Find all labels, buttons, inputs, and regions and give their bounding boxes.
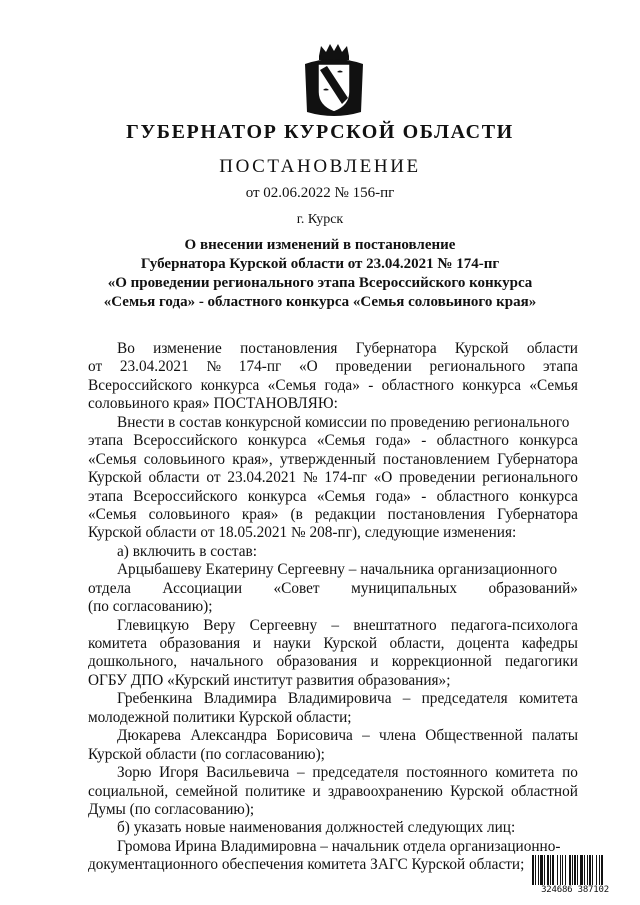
body-word: –	[297, 764, 305, 782]
body-line: Думы (по согласованию);	[88, 800, 255, 818]
barcode-bar	[592, 855, 593, 885]
body-word: образований»	[488, 579, 578, 597]
body-word: областной	[510, 782, 578, 800]
body-line: молодежной политики Курской области;	[88, 708, 352, 726]
body-word: края»,	[232, 450, 273, 468]
barcode-bar	[565, 855, 566, 885]
body-word: председателя	[421, 690, 508, 708]
body-word: этапа	[542, 358, 578, 376]
body-word: «Семья	[316, 432, 366, 450]
document-body	[88, 340, 578, 875]
body-word: Владимировича	[287, 690, 392, 708]
body-word: Губернатора	[497, 450, 578, 468]
barcode-bar	[574, 855, 576, 885]
title-line: «Семья года» - областного конкурса «Семья соловьиного края»	[103, 294, 537, 310]
body-word: Курской	[323, 635, 378, 652]
body-word: постановления	[240, 340, 338, 357]
body-word: по	[562, 764, 578, 782]
body-word: –	[362, 727, 370, 745]
body-word: доцента	[456, 635, 510, 652]
body-word: Борисовича	[276, 727, 353, 745]
body-word: -	[421, 487, 427, 505]
body-line	[88, 690, 578, 708]
body-word: «Семья	[529, 376, 578, 394]
body-word: областного	[381, 376, 454, 394]
body-word: утвержденный	[279, 450, 376, 468]
body-line	[88, 451, 578, 469]
body-word: семейной	[175, 782, 238, 800]
body-word: конкурса	[247, 487, 307, 505]
body-word: регионального	[482, 469, 578, 487]
barcode-number: 324686 387102	[541, 885, 609, 895]
barcode-bar	[550, 855, 551, 885]
barcode-bar	[547, 855, 549, 885]
barcode-bar	[572, 855, 573, 885]
body-line	[88, 764, 578, 782]
body-word: области,	[389, 635, 445, 652]
body-word: коррекционной	[391, 653, 492, 671]
body-word: области	[148, 469, 200, 487]
body-word: года»	[375, 487, 411, 505]
barcode-bar	[532, 855, 534, 885]
body-word: изменение	[153, 340, 222, 357]
barcode-bar	[596, 855, 597, 885]
body-line: Внести в состав конкурсной комиссии по проведению регионального	[117, 413, 570, 431]
body-word: Общественной	[425, 727, 523, 745]
body-word: Губернатора	[497, 505, 578, 523]
body-line	[88, 635, 578, 653]
body-word: соловьиного	[148, 505, 230, 523]
body-word: от	[206, 469, 221, 487]
body-word: Всероссийского	[133, 487, 238, 505]
barcode-bar	[599, 855, 600, 885]
body-word: «Семья	[267, 376, 317, 394]
body-word: комитета	[518, 690, 578, 708]
body-word: комитета	[495, 764, 555, 782]
body-word: «О	[299, 358, 318, 376]
barcode-bar	[584, 855, 585, 885]
body-line	[88, 432, 578, 450]
body-word: этапа	[88, 487, 124, 505]
body-word: внештатного	[353, 616, 437, 634]
issuing-authority: ГУБЕРНАТОР КУРСКОЙ ОБЛАСТИ	[126, 121, 514, 143]
body-word: Ассоциации	[162, 579, 243, 597]
body-word: областного	[436, 487, 509, 505]
body-word: и	[252, 635, 261, 652]
body-word: Дюкарева	[117, 727, 182, 745]
body-word: председателя	[312, 764, 399, 782]
body-word: от	[88, 358, 103, 376]
body-word: Сергеевну	[249, 616, 318, 634]
body-word: области	[526, 340, 578, 357]
body-word: Гребенкина	[117, 690, 193, 708]
body-word: Васильевича	[206, 764, 290, 782]
barcode-bars	[532, 855, 618, 885]
body-line	[88, 506, 578, 524]
body-word: 23.04.2021	[119, 358, 189, 376]
barcode-bar	[587, 855, 588, 885]
title-line: О внесении изменений в постановление	[184, 237, 456, 253]
body-word: палаты	[531, 727, 578, 745]
body-word: этапа	[88, 432, 124, 450]
body-word: 174-пг	[324, 469, 367, 487]
body-word: Всероссийского	[88, 376, 193, 394]
body-word: педагогики	[504, 653, 578, 671]
body-word: регионального	[429, 358, 526, 376]
body-word: областного	[436, 432, 509, 450]
body-word: «Семья	[88, 450, 137, 468]
body-word: проведении	[335, 358, 412, 376]
body-word: Глевицкую	[117, 616, 190, 634]
body-word: «Семья	[88, 505, 137, 523]
barcode-bar	[557, 855, 558, 885]
body-line	[88, 617, 578, 635]
body-line	[88, 488, 578, 506]
document-title	[60, 236, 580, 312]
barcode-bar	[569, 855, 571, 885]
body-word: Курской	[450, 782, 504, 800]
body-word: политике	[245, 782, 306, 800]
body-word: -	[368, 376, 374, 394]
body-line	[88, 783, 578, 801]
body-word: образования	[159, 635, 241, 652]
body-word: Зорю	[117, 764, 152, 782]
body-word: края»	[241, 505, 279, 523]
body-word: «Совет	[273, 579, 320, 597]
body-word: и	[312, 782, 321, 800]
body-word: конкурса	[462, 376, 522, 394]
body-line: (по согласованию);	[88, 598, 213, 616]
body-word: члена	[378, 727, 417, 745]
barcode-bar	[580, 855, 583, 885]
body-line: Курской области (по согласованию);	[88, 745, 325, 763]
body-word: года»	[324, 376, 360, 394]
body-word: конкурса	[519, 432, 578, 450]
body-word: (в	[290, 505, 303, 523]
body-word: комитета	[88, 635, 148, 652]
body-line: ОГБУ ДПО «Курский институт развития образования»;	[88, 671, 451, 689]
body-word: 174-пг	[238, 358, 282, 376]
body-line	[88, 727, 578, 745]
body-word: конкурса	[200, 376, 260, 394]
body-line: Курской области от 18.05.2021 № 208-пг), следующие изменения:	[88, 524, 517, 542]
barcode-bar	[535, 855, 536, 885]
title-line: Губернатора Курской области от 23.04.2021 № 174-пг	[140, 256, 500, 272]
body-line	[88, 653, 578, 671]
body-line	[88, 358, 578, 376]
barcode-bar	[577, 855, 578, 885]
body-word: Владимира	[203, 690, 277, 708]
body-word: образования	[276, 653, 358, 671]
body-word: здравоохранению	[327, 782, 443, 800]
body-word: кафедры	[521, 635, 578, 652]
body-line	[88, 377, 578, 395]
body-word: конкурса	[519, 487, 578, 505]
document-type: ПОСТАНОВЛЕНИЕ	[219, 156, 421, 177]
body-line: соловьиного края» ПОСТАНОВЛЯЮ:	[88, 395, 338, 413]
body-word: Курской	[454, 340, 509, 357]
body-word: –	[331, 616, 340, 634]
body-word: дошкольного,	[88, 653, 178, 671]
body-word: Игоря	[159, 764, 199, 782]
barcode-bar	[538, 855, 539, 885]
body-word: года»	[375, 432, 411, 450]
body-word: постановления	[387, 505, 486, 523]
body-word: муниципальных	[351, 579, 457, 597]
body-line: б) указать новые наименования должностей следующих лиц:	[117, 819, 516, 837]
body-word: «Семья	[316, 487, 366, 505]
body-word: –	[402, 690, 411, 708]
body-word: Веру	[203, 616, 236, 634]
body-line: документационного обеспечения комитета ЗАГС Курской области;	[88, 856, 525, 874]
barcode-bar	[601, 855, 603, 885]
body-word: Всероссийского	[133, 432, 238, 450]
body-word: 23.04.2021	[227, 469, 297, 487]
body-line	[88, 580, 578, 598]
body-word: редакции	[314, 505, 376, 523]
body-line	[88, 340, 578, 358]
barcode-bar	[562, 855, 563, 885]
body-line	[88, 469, 578, 487]
body-word: постановлением	[383, 450, 490, 468]
body-word: начального	[190, 653, 264, 671]
title-line: «О проведении регионального этапа Всероссийского конкурса	[107, 275, 533, 291]
body-word: социальной,	[88, 782, 169, 800]
body-word: -	[421, 432, 427, 450]
body-word: постоянного	[406, 764, 488, 782]
barcode-bar	[544, 855, 545, 885]
body-word: педагога-психолога	[450, 616, 578, 634]
coat-of-arms-icon	[301, 42, 367, 118]
body-word: Александра	[190, 727, 268, 745]
barcode	[532, 855, 618, 897]
body-word: «О	[373, 469, 393, 487]
body-word: конкурса	[247, 432, 307, 450]
body-word: Курской	[88, 469, 142, 487]
body-line: а) включить в состав:	[117, 542, 257, 560]
body-word: №	[302, 469, 318, 487]
body-word: Во	[117, 340, 135, 357]
barcode-bar	[540, 855, 543, 885]
body-word: Губернатора	[355, 340, 437, 357]
document-date-number: от 02.06.2022 № 156-пг	[245, 185, 395, 201]
body-word: отдела	[88, 579, 131, 597]
body-line: Арцыбашеву Екатерину Сергеевну – начальника организационного	[117, 561, 558, 579]
body-word: проведении	[399, 469, 476, 487]
barcode-bar	[552, 855, 554, 885]
body-word: науки	[273, 635, 311, 652]
body-line: Громова Ирина Владимировна – начальник отдела организационно-	[117, 837, 561, 855]
document-city: г. Курск	[296, 212, 344, 227]
body-word: соловьиного	[143, 450, 226, 468]
body-word: и	[370, 653, 379, 671]
body-word: №	[206, 358, 222, 376]
barcode-bar	[589, 855, 591, 885]
barcode-bar	[560, 855, 561, 885]
